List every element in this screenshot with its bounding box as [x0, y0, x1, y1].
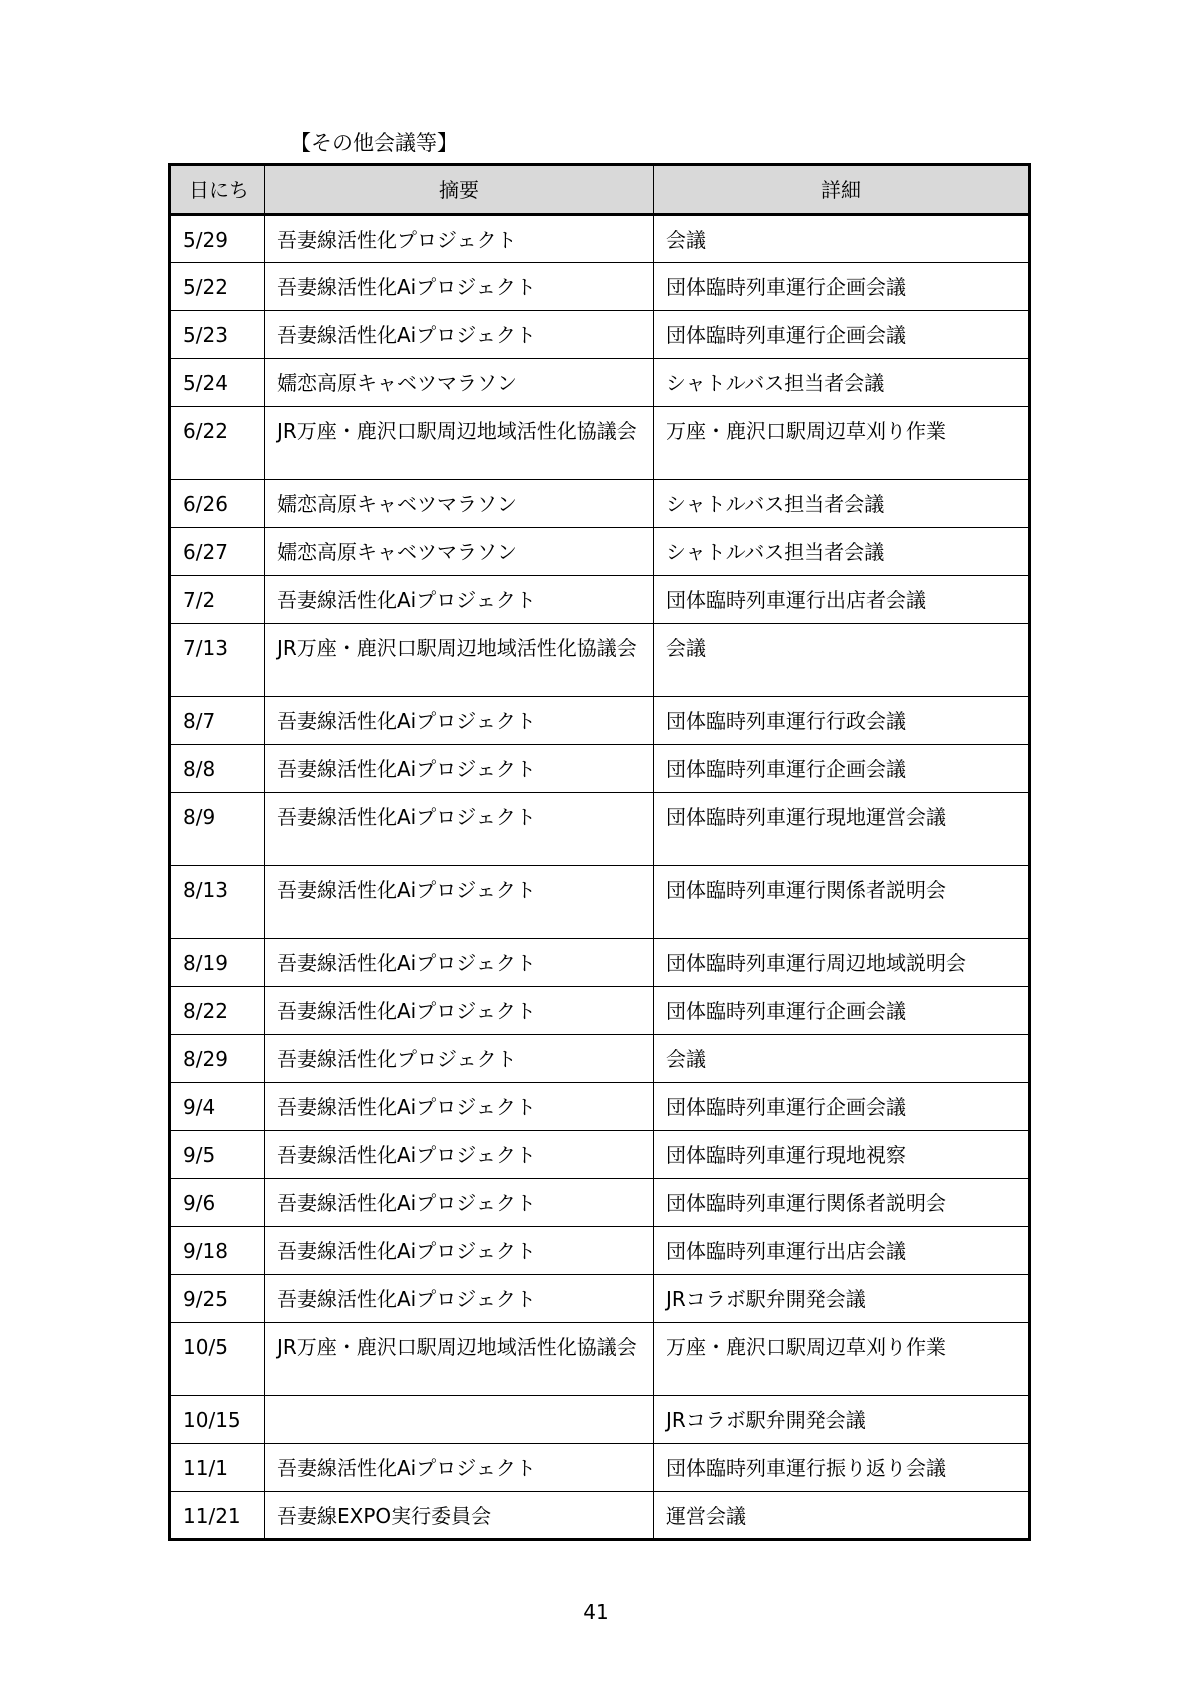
cell-detail: 団体臨時列車運行関係者説明会	[654, 866, 1030, 939]
cell-detail: 団体臨時列車運行現地視察	[654, 1131, 1030, 1179]
table-row	[170, 1083, 1030, 1131]
cell-detail: 団体臨時列車運行企画会議	[654, 987, 1030, 1035]
cell-date: 5/29	[170, 215, 265, 263]
cell-summary: 嬬恋高原キャベツマラソン	[265, 528, 654, 576]
cell-summary: JR万座・鹿沢口駅周辺地域活性化協議会	[265, 624, 654, 697]
cell-date: 9/18	[170, 1227, 265, 1275]
cell-summary: 吾妻線活性化Aiプロジェクト	[265, 1275, 654, 1323]
cell-date: 11/21	[170, 1492, 265, 1540]
cell-summary	[265, 1396, 654, 1444]
table-row	[170, 1131, 1030, 1179]
table-row	[170, 1179, 1030, 1227]
cell-summary: 吾妻線活性化Aiプロジェクト	[265, 1227, 654, 1275]
cell-detail: シャトルバス担当者会議	[654, 528, 1030, 576]
cell-summary: 吾妻線EXPO実行委員会	[265, 1492, 654, 1540]
cell-date: 7/2	[170, 576, 265, 624]
cell-summary: 吾妻線活性化プロジェクト	[265, 1035, 654, 1083]
cell-date: 11/1	[170, 1444, 265, 1492]
cell-date: 8/22	[170, 987, 265, 1035]
cell-summary: 吾妻線活性化Aiプロジェクト	[265, 263, 654, 311]
cell-detail: 団体臨時列車運行振り返り会議	[654, 1444, 1030, 1492]
cell-date: 9/25	[170, 1275, 265, 1323]
cell-date: 5/24	[170, 359, 265, 407]
table-row	[170, 793, 1030, 866]
cell-date: 9/6	[170, 1179, 265, 1227]
cell-date: 10/5	[170, 1323, 265, 1396]
cell-summary: 吾妻線活性化Aiプロジェクト	[265, 939, 654, 987]
cell-summary: 吾妻線活性化Aiプロジェクト	[265, 1131, 654, 1179]
cell-date: 6/22	[170, 407, 265, 480]
table-row	[170, 1323, 1030, 1396]
header-summary: 摘要	[265, 165, 654, 215]
table-row	[170, 359, 1030, 407]
cell-date: 7/13	[170, 624, 265, 697]
table-row	[170, 745, 1030, 793]
cell-detail: 会議	[654, 1035, 1030, 1083]
cell-summary: 嬬恋高原キャベツマラソン	[265, 359, 654, 407]
table-row	[170, 1035, 1030, 1083]
cell-date: 8/8	[170, 745, 265, 793]
cell-summary: 吾妻線活性化Aiプロジェクト	[265, 987, 654, 1035]
cell-date: 8/9	[170, 793, 265, 866]
table-row	[170, 939, 1030, 987]
meetings-table	[168, 163, 1031, 1541]
cell-summary: 吾妻線活性化Aiプロジェクト	[265, 1179, 654, 1227]
cell-summary: 吾妻線活性化Aiプロジェクト	[265, 1083, 654, 1131]
cell-detail: 万座・鹿沢口駅周辺草刈り作業	[654, 407, 1030, 480]
cell-detail: 団体臨時列車運行出店会議	[654, 1227, 1030, 1275]
table-row	[170, 624, 1030, 697]
cell-date: 8/7	[170, 697, 265, 745]
cell-summary: 吾妻線活性化プロジェクト	[265, 215, 654, 263]
section-title: 【その他会議等】	[290, 131, 458, 155]
cell-detail: 団体臨時列車運行関係者説明会	[654, 1179, 1030, 1227]
table-row	[170, 215, 1030, 263]
table-row	[170, 697, 1030, 745]
cell-date: 10/15	[170, 1396, 265, 1444]
table-row	[170, 1275, 1030, 1323]
cell-summary: 嬬恋高原キャベツマラソン	[265, 480, 654, 528]
header-detail: 詳細	[654, 165, 1030, 215]
cell-summary: 吾妻線活性化Aiプロジェクト	[265, 745, 654, 793]
table-row	[170, 311, 1030, 359]
cell-summary: 吾妻線活性化Aiプロジェクト	[265, 576, 654, 624]
header-date: 日にち	[170, 165, 265, 215]
cell-summary: 吾妻線活性化Aiプロジェクト	[265, 1444, 654, 1492]
cell-detail: 団体臨時列車運行現地運営会議	[654, 793, 1030, 866]
table-row	[170, 987, 1030, 1035]
cell-date: 8/19	[170, 939, 265, 987]
table-row	[170, 866, 1030, 939]
cell-summary: 吾妻線活性化Aiプロジェクト	[265, 866, 654, 939]
cell-detail: JRコラボ駅弁開発会議	[654, 1396, 1030, 1444]
table-row	[170, 1444, 1030, 1492]
cell-detail: 団体臨時列車運行出店者会議	[654, 576, 1030, 624]
cell-date: 9/5	[170, 1131, 265, 1179]
cell-detail: 万座・鹿沢口駅周辺草刈り作業	[654, 1323, 1030, 1396]
cell-detail: 団体臨時列車運行周辺地域説明会	[654, 939, 1030, 987]
cell-date: 6/26	[170, 480, 265, 528]
table-row	[170, 528, 1030, 576]
cell-date: 9/4	[170, 1083, 265, 1131]
cell-date: 5/23	[170, 311, 265, 359]
cell-detail: JRコラボ駅弁開発会議	[654, 1275, 1030, 1323]
cell-detail: シャトルバス担当者会議	[654, 359, 1030, 407]
cell-summary: 吾妻線活性化Aiプロジェクト	[265, 793, 654, 866]
cell-detail: 運営会議	[654, 1492, 1030, 1540]
cell-detail: 団体臨時列車運行企画会議	[654, 745, 1030, 793]
cell-detail: 団体臨時列車運行企画会議	[654, 311, 1030, 359]
cell-summary: 吾妻線活性化Aiプロジェクト	[265, 311, 654, 359]
cell-detail: 団体臨時列車運行企画会議	[654, 1083, 1030, 1131]
cell-date: 8/29	[170, 1035, 265, 1083]
cell-detail: 団体臨時列車運行行政会議	[654, 697, 1030, 745]
table-row	[170, 1396, 1030, 1444]
table-row	[170, 576, 1030, 624]
page-number: 41	[583, 1600, 609, 1624]
table-body	[170, 215, 1030, 1540]
table-row	[170, 480, 1030, 528]
cell-date: 8/13	[170, 866, 265, 939]
cell-detail: 団体臨時列車運行企画会議	[654, 263, 1030, 311]
cell-detail: 会議	[654, 215, 1030, 263]
cell-summary: JR万座・鹿沢口駅周辺地域活性化協議会	[265, 407, 654, 480]
table-row	[170, 263, 1030, 311]
cell-detail: 会議	[654, 624, 1030, 697]
table-row	[170, 1227, 1030, 1275]
table-header-row	[170, 165, 1030, 215]
cell-detail: シャトルバス担当者会議	[654, 480, 1030, 528]
cell-date: 5/22	[170, 263, 265, 311]
cell-summary: JR万座・鹿沢口駅周辺地域活性化協議会	[265, 1323, 654, 1396]
cell-date: 6/27	[170, 528, 265, 576]
table-row	[170, 1492, 1030, 1540]
cell-summary: 吾妻線活性化Aiプロジェクト	[265, 697, 654, 745]
table-row	[170, 407, 1030, 480]
